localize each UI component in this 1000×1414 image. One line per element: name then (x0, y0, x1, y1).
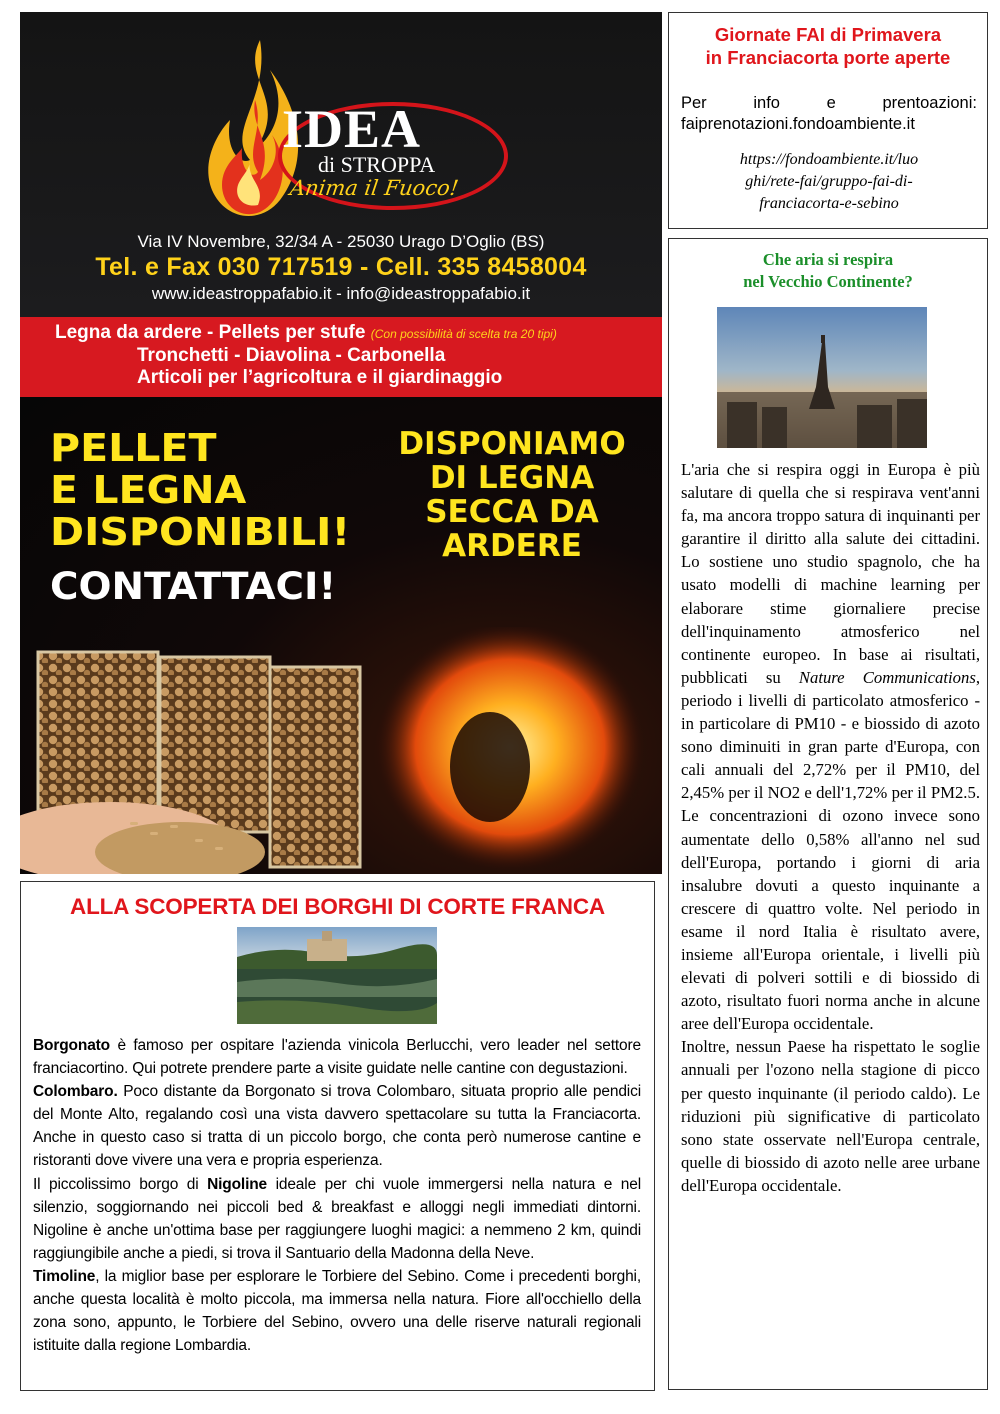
place-name: Colombaro. (33, 1083, 118, 1101)
logo-slogan: Anima il Fuoco! (288, 176, 460, 200)
fai-title (669, 23, 987, 69)
borghi-article (20, 881, 655, 1391)
fai-title-line-1: Giornate FAI di Primavera (714, 24, 942, 45)
fai-info-word: Per (681, 94, 707, 112)
logo-subtitle: di STROPPA (318, 152, 436, 177)
borghi-text: Il piccolissimo borgo di (33, 1175, 208, 1193)
ad-products-banner (20, 317, 662, 397)
borghi-paragraph-colombaro (33, 1080, 641, 1172)
fai-url (689, 149, 969, 215)
ad-header (20, 12, 662, 317)
article-body (681, 458, 980, 1197)
ad-cta: CONTATTACI! (50, 565, 337, 608)
article-paragraph-2: Inoltre, nessun Paese ha rispettato le soglie annuali per l'ozono nella stagione di picco per questo inquinante (il periodo caldo). Le riduzioni più significative di particolato sono state osservate nell'Europa centrale, quelle di biossido di azoto nelle aree urbane dell'Europa occidentale. (681, 1037, 980, 1195)
air-quality-article (668, 238, 988, 1390)
fai-url-line-1: https://fondoambiente.it/luo (739, 151, 919, 168)
products-note: (Con possibilità di scelta tra 20 tipi) (370, 327, 557, 341)
fai-url-line-3: franciacorta-e-sebino (759, 195, 899, 212)
fai-url-line-2: ghi/rete-fai/gruppo-fai-di- (745, 173, 913, 190)
products-line-1-text: Legna da ardere - Pellets per stufe (55, 322, 366, 343)
place-name: Timoline (33, 1267, 96, 1285)
article-title (669, 249, 987, 293)
ad-secondary-headline (397, 427, 627, 563)
borghi-text: ideale per chi vuole immergersi nella natura e nel silenzio, soggiornando nei piccoli bed & breakfast e alloggi negli immediati dintorni. Nigoline è anche un'ottima base per raggiungere luoghi magici: a nemmeno 2 km, quindi raggiungibile anche a piedi, si trova il Santuario della Madonna della Neve. (33, 1175, 641, 1262)
article-text: , periodo i livelli di particolato atmosferico - in particolare di PM10 - e biossido di azoto sono diminuiti in gran parte d'Europa, con cali annuali del 2,72% per il PM10, del 2,45% per il NO2 e dell'1,72% per il PM2.5. Le concentrazioni di ozono invece sono aumentate dello 0,58% all'anno nel sud dell'Europa, portando i giorni di aria insalubre dovuti a questo inquinante a crescere di quattro volte. Nel periodo in esame il nord Italia è risultato avere, insieme all'Europa orientale, i livelli più elevati di polveri sottili e di biossido di azoto, risultato fuori norma anche in alcune aree dell'Europa occidentale. (681, 667, 980, 1034)
wood-and-fire-photo (20, 627, 662, 874)
fai-info (681, 93, 977, 135)
headline-line-1: PELLET (50, 426, 217, 470)
fai-info-line (681, 93, 977, 114)
ad-headline (50, 427, 350, 553)
secondary-line-2: DI LEGNA (429, 460, 595, 496)
advertisement (20, 12, 662, 874)
paris-skyline-photo (717, 307, 927, 448)
headline-line-2: E LEGNA (50, 468, 247, 512)
lake-village-photo (237, 927, 437, 1024)
secondary-line-4: ARDERE (442, 528, 582, 564)
fai-info-word: e (826, 94, 836, 112)
place-name: Nigoline (207, 1175, 268, 1193)
fai-email: faiprenotazioni.fondoambiente.it (681, 115, 915, 133)
fai-title-line-2: in Franciacorta porte aperte (705, 47, 951, 68)
products-line-3: Articoli per l’agricoltura e il giardinaggio (137, 367, 503, 388)
fai-box (668, 12, 988, 229)
headline-line-3: DISPONIBILI! (50, 510, 351, 554)
ad-web-contacts: www.ideastroppafabio.it - info@ideastroppafabio.it (151, 284, 531, 303)
borghi-title: ALLA SCOPERTA DEI BORGHI DI CORTE FRANCA (70, 894, 605, 919)
borghi-text: , la miglior base per esplorare le Torbiere del Sebino. Come i precedenti borghi, anche questa località è molto piccola, ma immersa nella natura. Fiore all'occhiello della zona sono, appunto, le Torbiere del Sebino, ovvero una delle riserve naturali regionali istituite dalla regione Lombardia. (33, 1267, 641, 1355)
ad-phones: Tel. e Fax 030 717519 - Cell. 335 8458004 (95, 253, 587, 281)
borghi-text: Poco distante da Borgonato si trova Colombaro, situata proprio alle pendici del Monte Alto, regalando così una vista davvero spettacolare su tutta la Franciacorta. Anche in questo caso si tratta di un piccolo borgo, che conta però numerose cantine e ristoranti dove vivere una vera e propria esperienza. (33, 1083, 641, 1170)
secondary-line-3: SECCA DA (425, 494, 599, 530)
borghi-body (33, 1034, 641, 1357)
article-text: L'aria che si respira oggi in Europa è più salutare di quella che si respirava vent'anni fa, ma ancora troppo satura di inquinanti per garantire il diritto alla salute dei cittadini. Lo sostiene uno studio spagnolo, che ha usato modelli di machine learning per elaborare stime giornaliere precise dell'inquinamento atmosferico nel continente europeo. In base ai risultati, pubblicati su (681, 460, 980, 687)
journal-name: Nature Communications (798, 667, 976, 687)
products-line-1 (20, 322, 662, 345)
fai-info-word: prentoazioni: (882, 94, 977, 112)
article-paragraph-1 (681, 458, 980, 1035)
borghi-paragraph-nigoline (33, 1173, 641, 1265)
products-line-2: Tronchetti - Diavolina - Carbonella (137, 345, 446, 366)
fai-info-word: info (753, 94, 780, 112)
secondary-line-1: DISPONIAMO (398, 426, 626, 462)
article-title-line-1: Che aria si respira (762, 250, 894, 269)
logo-name: IDEA (282, 99, 422, 159)
ad-address: Via IV Novembre, 32/34 A - 25030 Urago D’Oglio (BS) (137, 232, 545, 251)
place-name: Borgonato (33, 1037, 110, 1054)
borghi-text: è famoso per ospitare l'azienda vinicola Berlucchi, vero leader nel settore franciacortino. Qui potrete prendere parte a visite guidate nelle cantine con degustazioni. (33, 1037, 641, 1078)
ad-body (20, 397, 662, 874)
borghi-paragraph-timoline (33, 1265, 641, 1357)
borghi-paragraph-borgonato (33, 1034, 641, 1080)
article-title-line-2: nel Vecchio Continente? (743, 272, 913, 291)
